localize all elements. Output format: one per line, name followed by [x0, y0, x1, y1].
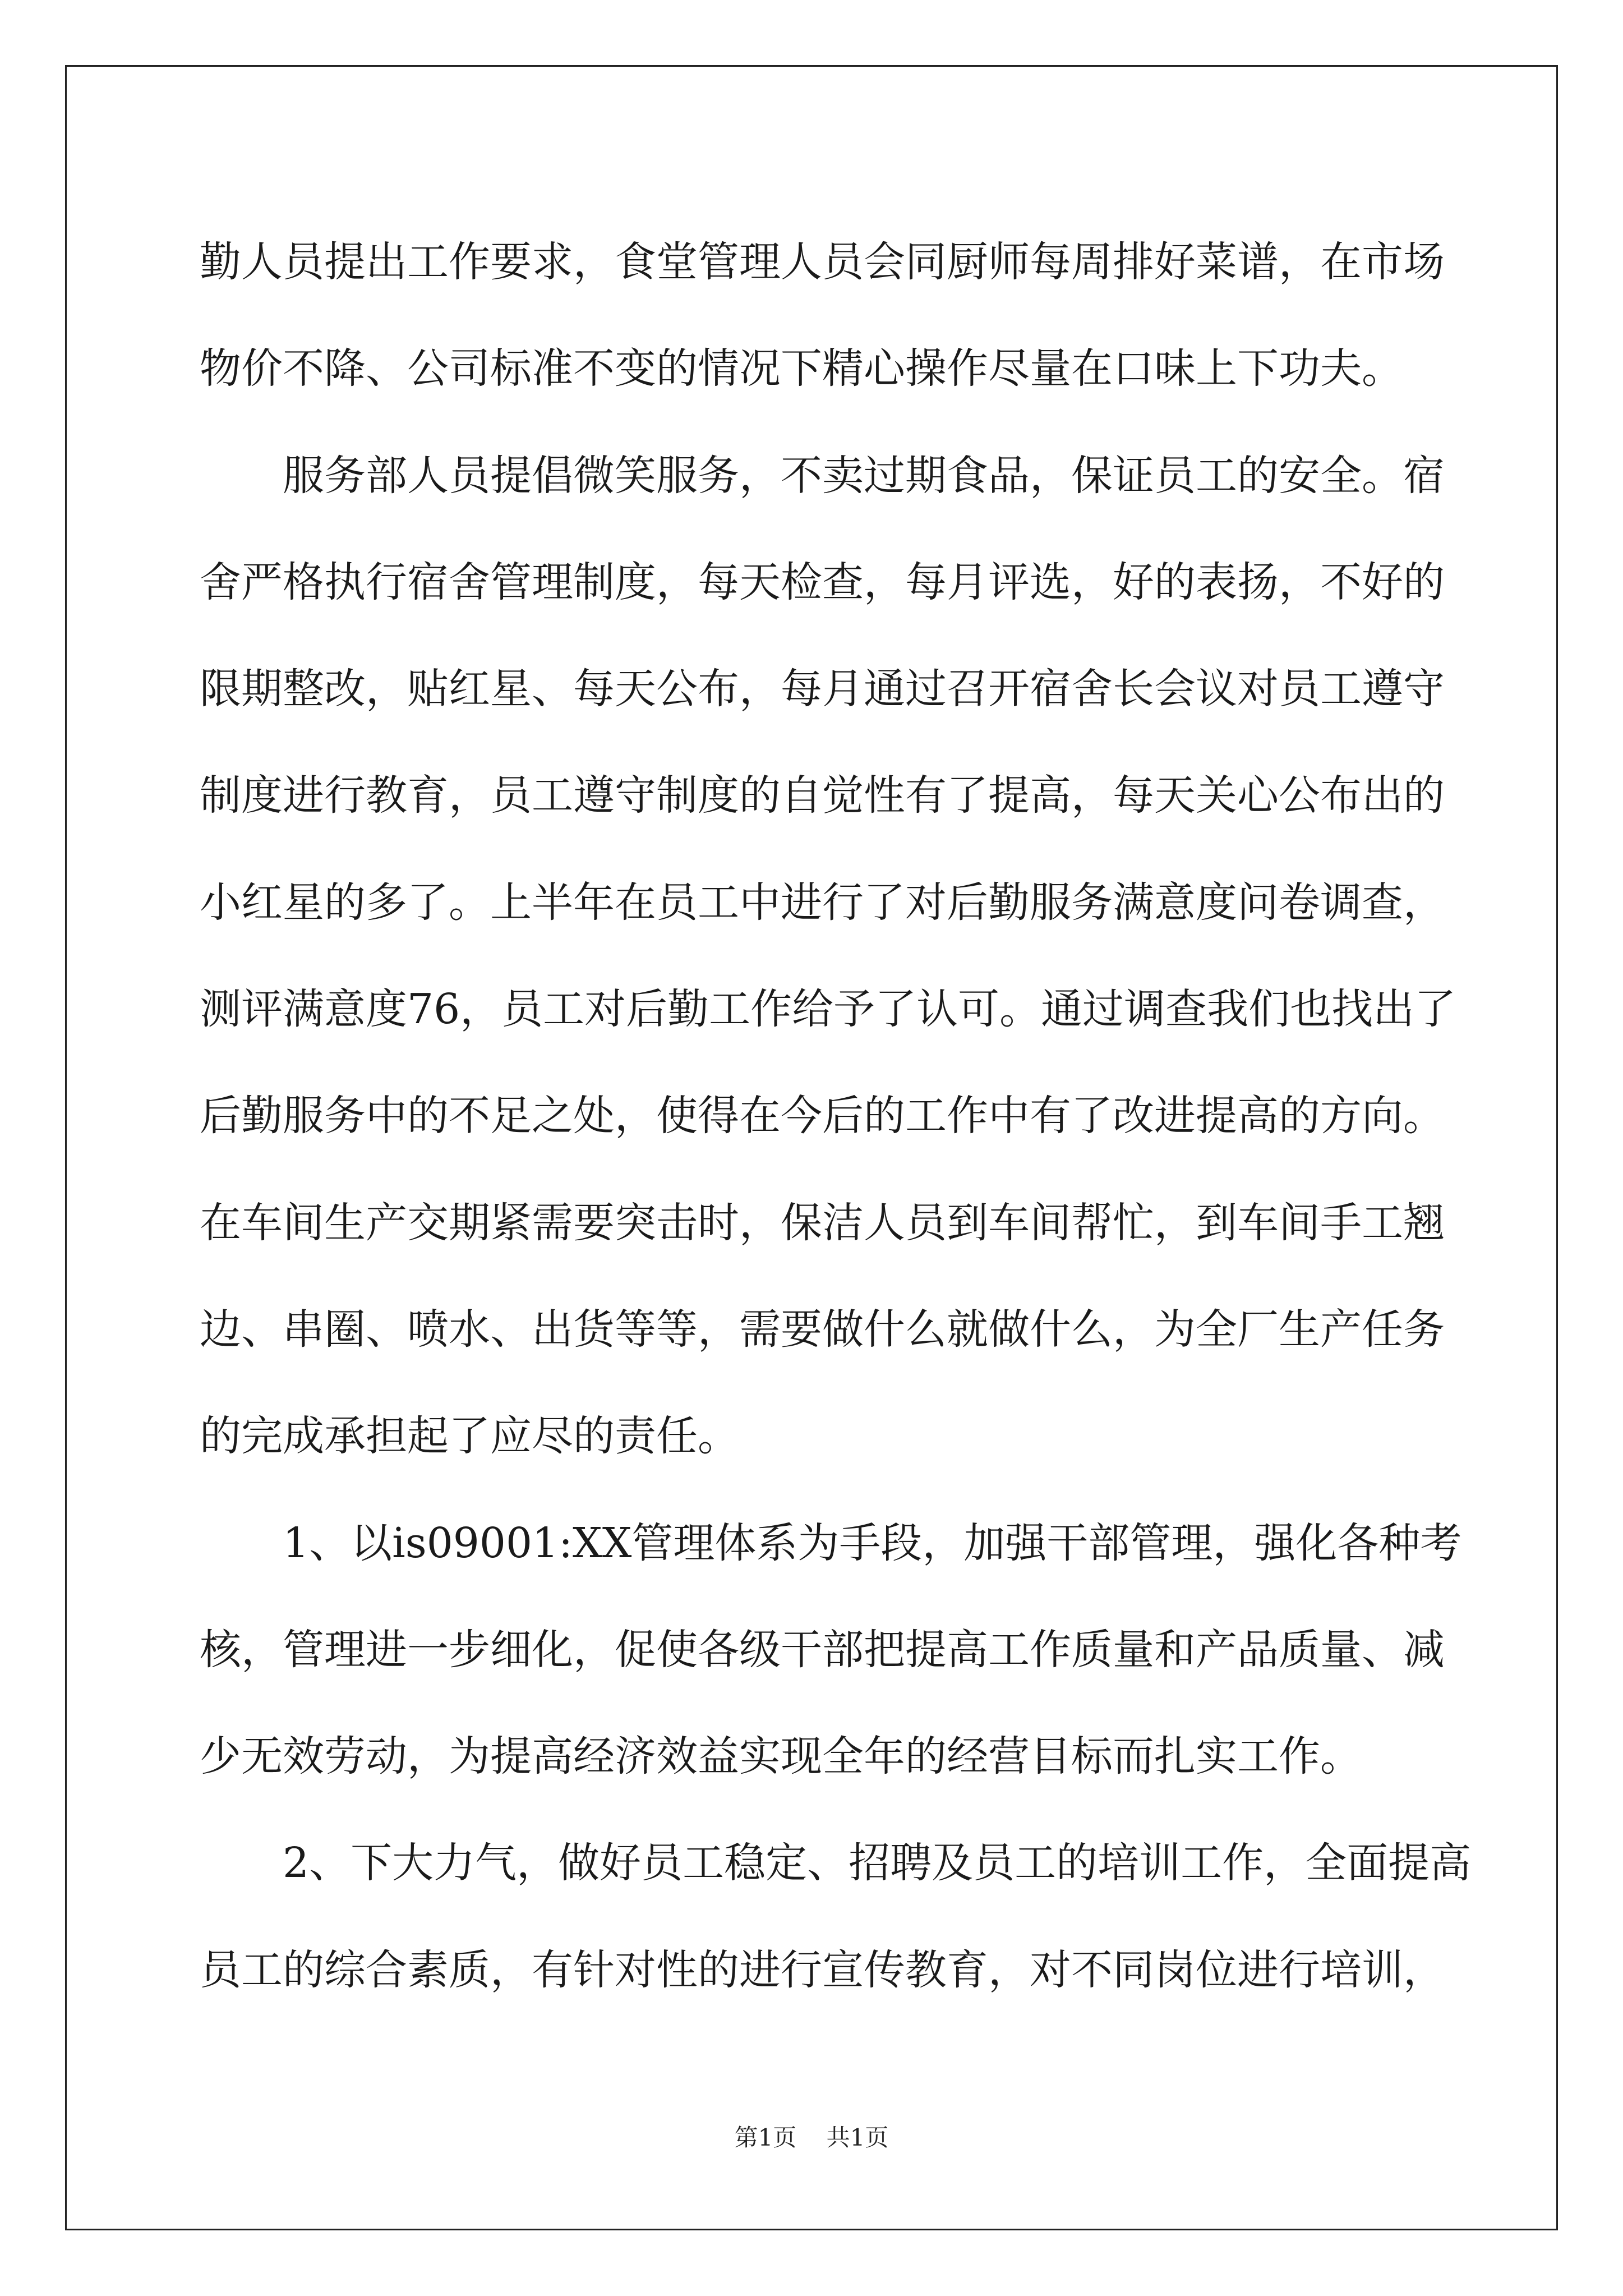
paragraph-2-line-7: 后勤服务中的不足之处，使得在今后的工作中有了改进提高的方向。: [200, 1092, 1445, 1140]
paragraph-2-line-10: 的完成承担起了应尽的责任。: [200, 1412, 739, 1461]
paragraph-2-line-4: 制度进行教育，员工遵守制度的自觉性有了提高，每天关心公布出的: [200, 771, 1445, 820]
paragraph-1-line-1: 勤人员提出工作要求，食堂管理人员会同厨师每周排好菜谱，在市场: [200, 238, 1445, 286]
paragraph-2-line-9: 边、串圈、喷水、出货等等，需要做什么就做什么，为全厂生产任务: [200, 1305, 1445, 1354]
paragraph-2-line-2: 舍严格执行宿舍管理制度，每天检查，每月评选，好的表扬，不好的: [200, 558, 1445, 606]
document-body: [200, 209, 1472, 2023]
paragraph-4-line-2: 员工的综合素质，有针对性的进行宣传教育，对不同岗位进行培训，: [200, 1945, 1445, 1994]
paragraph-2-line-1: 服务部人员提倡微笑服务，不卖过期食品，保证员工的安全。宿: [283, 451, 1445, 500]
paragraph-3-line-3: 少无效劳动，为提高经济效益实现全年的经营目标而扎实工作。: [200, 1732, 1362, 1781]
paragraph-2-line-6: 测评满意度76，员工对后勤工作给予了认可。通过调查我们也找出了: [200, 985, 1456, 1034]
paragraph-3-line-2: 核，管理进一步细化，促使各级干部把提高工作质量和产品质量、减: [200, 1625, 1445, 1674]
paragraph-1-line-2: 物价不降、公司标准不变的情况下精心操作尽量在口味上下功夫。: [200, 344, 1403, 393]
paragraph-3-line-1: 1、以is09001:XX管理体系为手段，加强干部管理，强化各种考: [283, 1519, 1462, 1567]
paragraph-2-line-5: 小红星的多了。上半年在员工中进行了对后勤服务满意度问卷调查，: [200, 878, 1445, 927]
paragraph-2-line-8: 在车间生产交期紧需要突击时，保洁人员到车间帮忙，到车间手工翘: [200, 1198, 1445, 1247]
page-footer: 第1页 共1页: [734, 2124, 889, 2151]
paragraph-4-line-1: 2、下大力气，做好员工稳定、招聘及员工的培训工作，全面提高: [283, 1839, 1472, 1888]
paragraph-2-line-3: 限期整改，贴红星、每天公布，每月通过召开宿舍长会议对员工遵守: [200, 665, 1445, 714]
